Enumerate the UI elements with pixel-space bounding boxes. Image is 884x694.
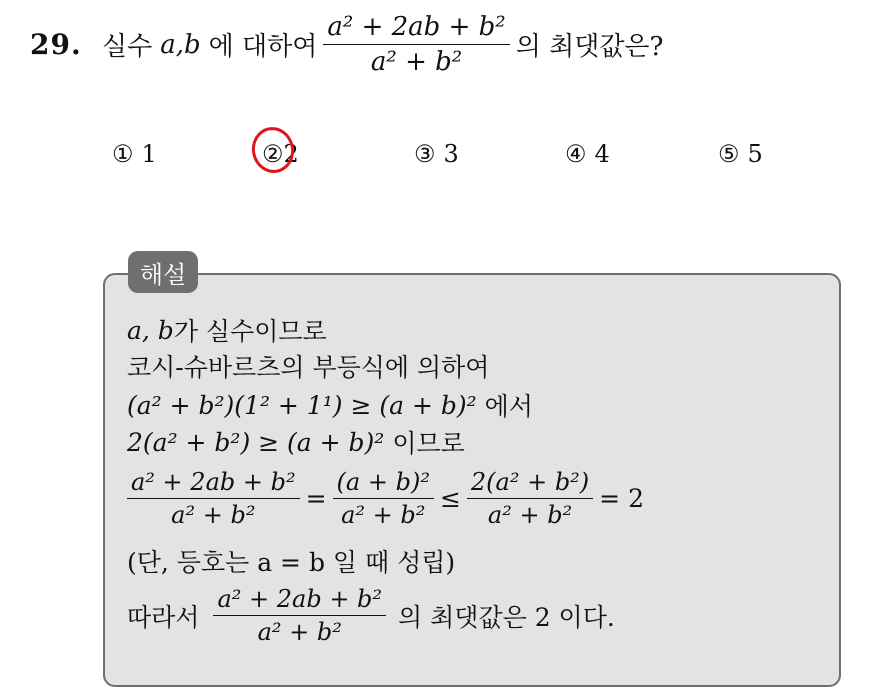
choice-4-value: 4: [594, 140, 610, 168]
line5-le: ≤: [439, 484, 461, 513]
choice-5[interactable]: [718, 140, 763, 168]
choice-5-symbol: ⑤: [718, 140, 740, 168]
line3-math: (a² + b²)(1² + 1¹) ≥ (a + b)²: [127, 390, 477, 420]
line6-text: (단, 등호는 a = b 일 때 성립): [127, 548, 456, 577]
line5-fraction-3: [467, 468, 593, 529]
line7-den: a² + b²: [257, 618, 342, 646]
choice-1-value: 1: [141, 140, 157, 168]
line5-f1-num: a² + 2ab + b²: [127, 468, 300, 499]
choice-3-value: 3: [443, 140, 459, 168]
line5-fraction-2: [333, 468, 434, 529]
line5-fraction-1: [127, 468, 300, 529]
question-number: 29.: [30, 28, 82, 61]
choice-4-symbol: ④: [565, 140, 587, 168]
choice-1-symbol: ①: [112, 140, 134, 168]
line5-f2-den: a² + b²: [341, 501, 426, 529]
question-text: [102, 12, 664, 77]
question-middle: 에 대하여: [208, 32, 318, 62]
line2-text: 코시-슈바르츠의 부등식에 의하여: [127, 353, 490, 382]
choice-3-symbol: ③: [414, 140, 436, 168]
question-vars: a,b: [160, 29, 201, 60]
explanation-line-4: [127, 424, 465, 460]
line7-prefix: 따라서: [127, 602, 200, 632]
question-suffix: 의 최댓값은?: [515, 32, 664, 62]
explanation-label: 해설: [128, 251, 198, 293]
explanation-line-7: [127, 585, 615, 646]
question-fraction-numerator: a² + 2ab + b²: [323, 12, 509, 45]
explanation-line-6: [127, 543, 455, 579]
question-fraction: [323, 12, 509, 77]
explanation-line-2: [127, 348, 489, 384]
answer-circle-mark: [248, 123, 299, 177]
line7-suffix: 의 최댓값은 2 이다.: [398, 602, 615, 632]
line1-text: 가 실수이므로: [173, 317, 327, 346]
choice-3[interactable]: [414, 140, 459, 168]
line5-f3-num: 2(a² + b²): [467, 468, 593, 499]
line5-f1-den: a² + b²: [171, 501, 256, 529]
explanation-line-3: [127, 387, 533, 423]
question-fraction-denominator: a² + b²: [370, 47, 463, 77]
choice-1[interactable]: [112, 140, 157, 168]
line5-result: = 2: [599, 484, 644, 513]
choice-2-symbol: ②: [262, 140, 284, 168]
choice-5-value: 5: [747, 140, 763, 168]
line5-eq: =: [305, 484, 327, 513]
explanation-line-1: [127, 312, 327, 348]
line3-text: 에서: [484, 392, 533, 421]
line5-f3-den: a² + b²: [487, 501, 573, 529]
line4-text: 이므로: [392, 429, 465, 458]
explanation-line-5: [127, 468, 644, 529]
line1-vars: a, b: [127, 315, 174, 345]
line4-math: 2(a² + b²) ≥ (a + b)²: [127, 427, 385, 457]
line7-num: a² + 2ab + b²: [213, 585, 386, 616]
line5-f2-num: (a + b)²: [333, 468, 434, 499]
choice-4[interactable]: [565, 140, 610, 168]
choice-2-value: 2: [283, 140, 299, 168]
line7-fraction: [213, 585, 386, 646]
question-prefix: 실수: [102, 32, 153, 62]
